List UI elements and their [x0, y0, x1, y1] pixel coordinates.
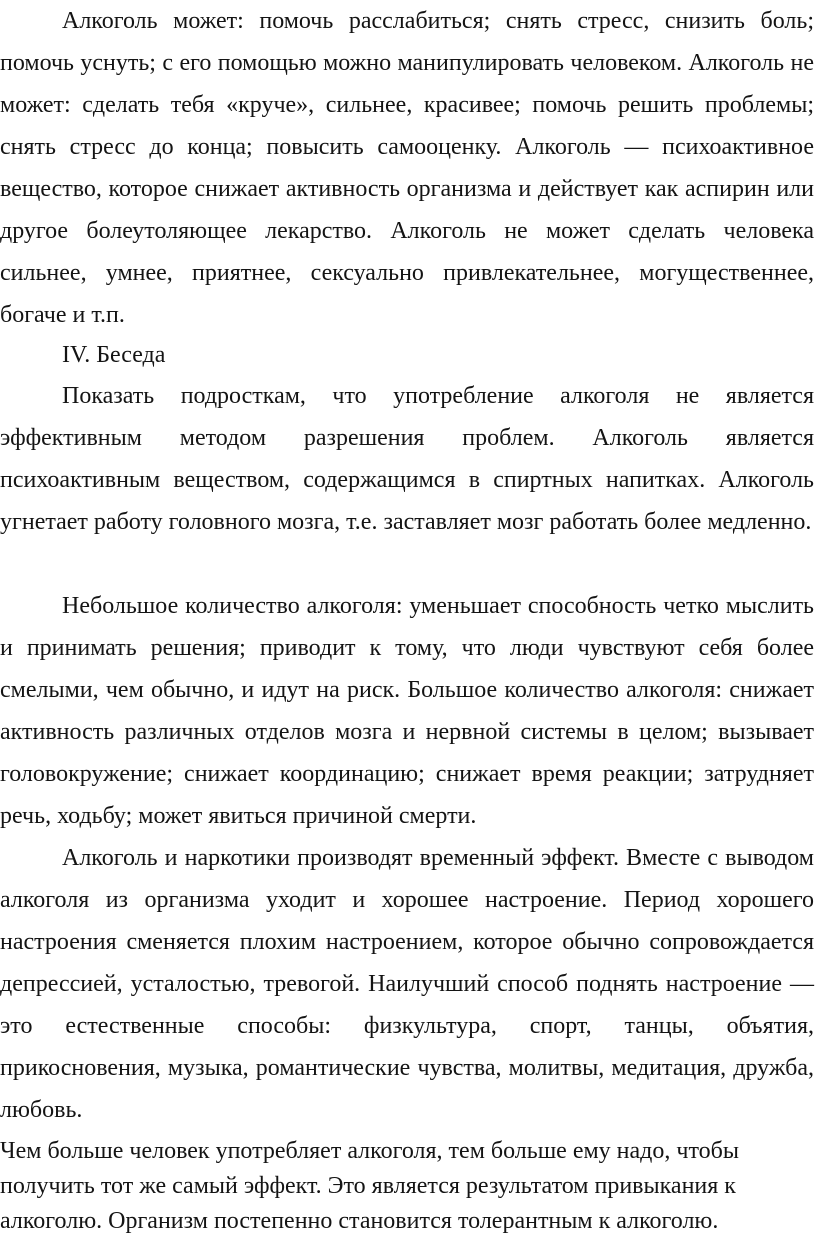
paragraph-alcohol-effects: Алкоголь может: помочь расслабиться; снять стресс, снизить боль; помочь уснуть; с его помощью можно манипулировать человеком. Алкоголь не может: сделать тебя «круче», сильнее, красивее; помочь решить проблемы; снять стресс до конца; повысить самооценку. Алкоголь — психоактивное вещество, которое снижает активность организма и действует как аспирин или другое болеутоляющее лекарство. Алкоголь не может сделать человека сильнее, умнее, приятнее, сексуально привлекательнее, могущественнее, богаче и т.п. — [0, 8, 814, 328]
section-heading: IV. Беседа — [62, 342, 166, 368]
paragraph-temporary-effect: Алкоголь и наркотики производят временный эффект. Вместе с выводом алкоголя из организма уходит и хорошее настроение. Период хорошего настроения сменяется плохим настроением, которое обычно сопровождается депрессией, усталостью, тревогой. Наилучший способ поднять настроение — это естественные способы: физкультура, спорт, танцы, объятия, прикосновения, музыка, романтические чувства, молитвы, медитация, дружба, любовь. — [0, 845, 814, 1123]
paragraph-conversation-goal: Показать подросткам, что употребление алкоголя не является эффективным методом разрешения проблем. Алкоголь является психоактивным веществом, содержащимся в спиртных напитках. Алкоголь угнетает работу головного мозга, т.е. заставляет мозг работать более медленно. — [0, 383, 814, 535]
paragraph-tolerance: Чем больше человек употребляет алкоголя, тем больше ему надо, чтобы получить тот же самый эффект. Это является результатом привыкания к алкоголю. Организм постепенно становится толерантным к алкоголю. — [0, 1138, 739, 1234]
paragraph-alcohol-amounts: Небольшое количество алкоголя: уменьшает способность четко мыслить и принимать решения; приводит к тому, что люди чувствуют себя более смелыми, чем обычно, и идут на риск. Большое количество алкоголя: снижает активность различных отделов мозга и нервной системы в целом; вызывает головокружение; снижает координацию; снижает время реакции; затрудняет речь, ходьбу; может явиться причиной смерти. — [0, 593, 814, 829]
